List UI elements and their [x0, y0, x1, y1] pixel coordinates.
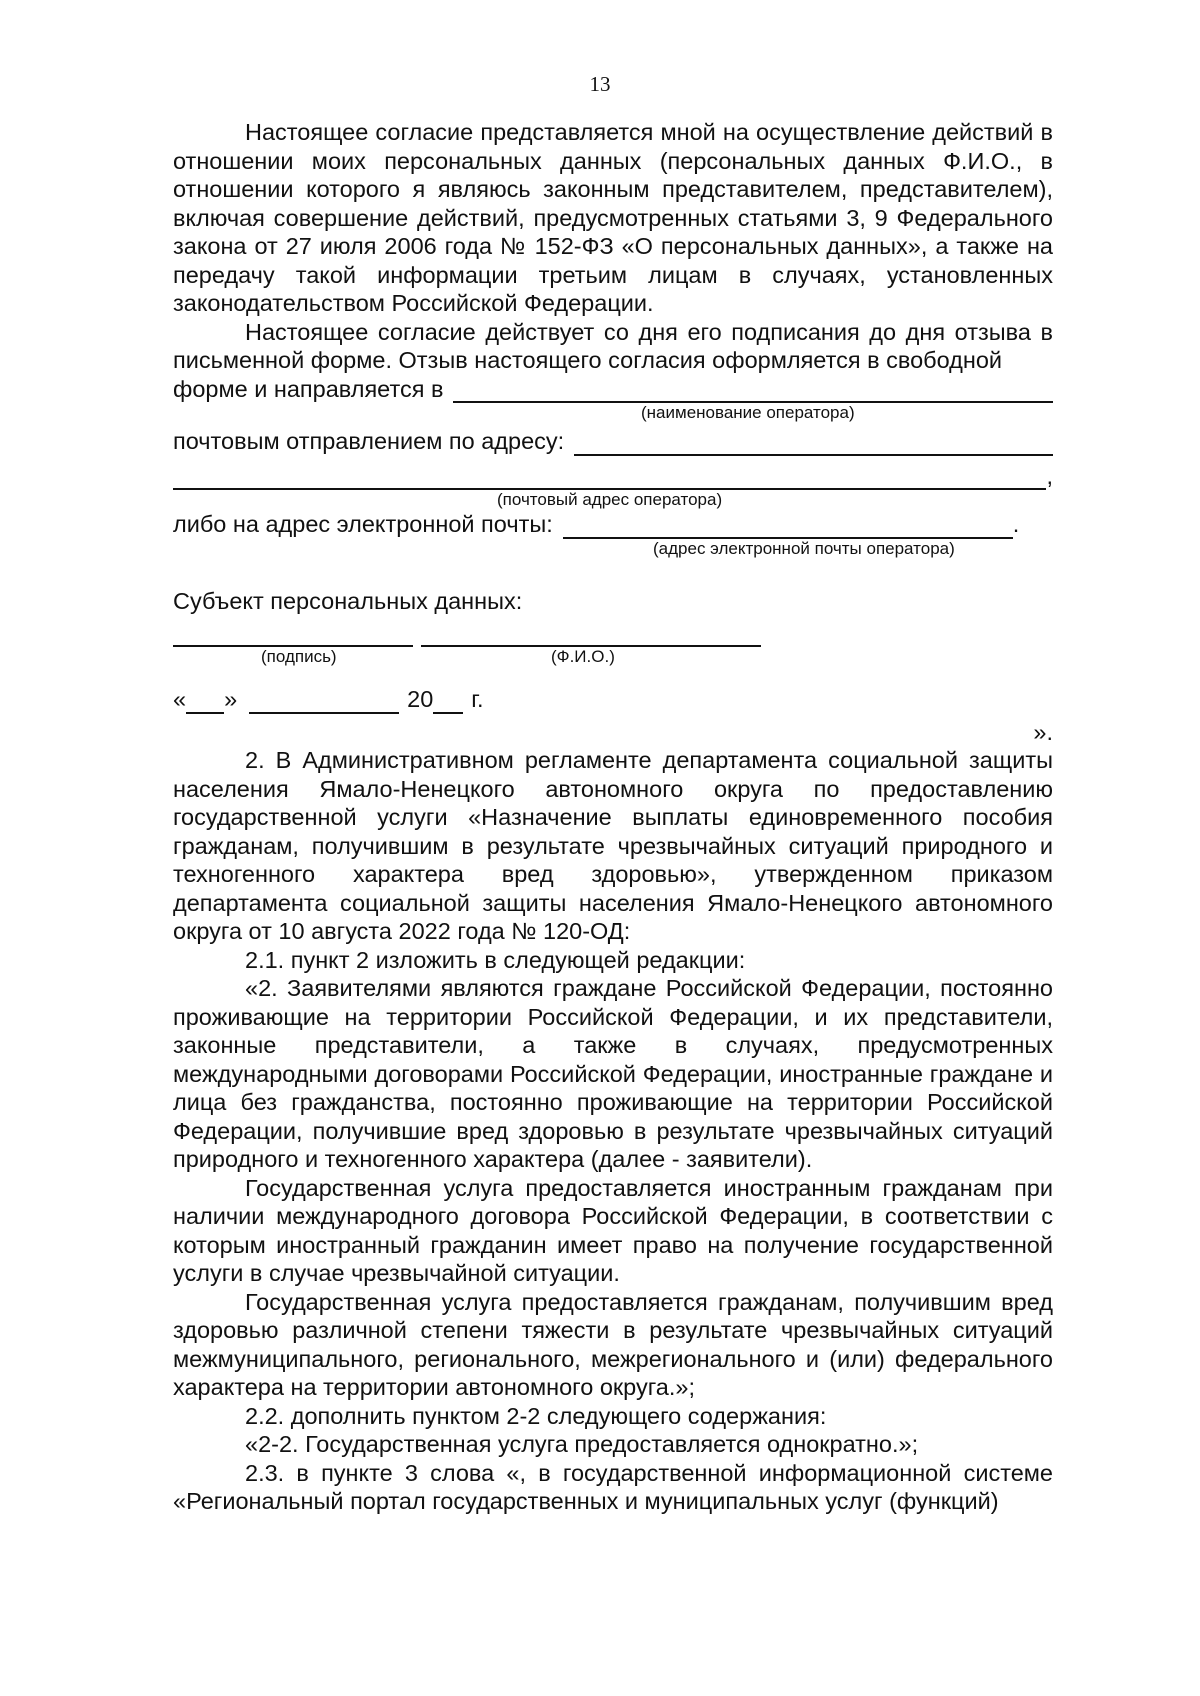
consent-paragraph-2: Настоящее согласие действует со дня его подписания до дня отзыва в письменной форме. Отзыв настоящего согласия оформляется в свободной — [173, 318, 1053, 373]
postal-hint: (почтовый адрес оператора) — [497, 490, 723, 509]
page-number: 13 — [589, 72, 611, 96]
amendment-2-1-text: «2. Заявителями являются граждане Российской Федерации, постоянно проживающие на территории Российской Федерации, и их представители, законные представители, а также в случаях, предусмотренных международными договорами Российской Федерации, иностранные граждане и лица без гражданства, постоянно проживающие на территории Российской Федерации, получившие вред здоровью в результате чрезвычайных ситуаций природного и техногенного характера (далее - заявители). — [173, 975, 1053, 1172]
postal-label: почтовым отправлением по адресу: — [173, 428, 565, 454]
email-row — [173, 510, 1053, 539]
email-hint: (адрес электронной почты оператора) — [653, 538, 955, 558]
date-year-suffix: г. — [471, 686, 484, 712]
amendment-2-1: 2.1. пункт 2 изложить в следующей редакции: — [245, 946, 746, 973]
date-day-blank[interactable] — [186, 690, 224, 714]
operator-row — [173, 375, 1053, 404]
postal-comma: , — [1046, 462, 1053, 489]
signature-hints — [173, 647, 1053, 669]
postal-row — [173, 427, 1053, 456]
consent-paragraph-1: Настоящее согласие представляется мной на осуществление действий в отношении моих персональных данных (персональных данных Ф.И.О., в отношении которого я являюсь законным представителем, представителем), включая совершение действий, предусмотренных статьями 3, 9 Федерального закона от 27 июля 2006 года № 152-ФЗ «О персональных данных», а также на передачу такой информации третьим лицам в случаях, установленных законодательством Российской Федерации. — [173, 119, 1053, 316]
signature-row — [173, 623, 1053, 647]
amendment-2-2-text: «2-2. Государственная услуга предоставляется однократно.»; — [245, 1431, 919, 1457]
postal-address-blank-2[interactable] — [173, 466, 1046, 490]
fio-hint: (Ф.И.О.) — [551, 647, 615, 666]
email-dot: . — [1012, 511, 1020, 537]
date-year-prefix: 20 — [407, 686, 434, 712]
closing-mark: ». — [1033, 718, 1053, 745]
signature-hint: (подпись) — [261, 647, 337, 666]
date-row — [173, 685, 1053, 714]
date-open-quote: « — [173, 686, 187, 712]
amendment-2-2: 2.2. дополнить пунктом 2-2 следующего содержания: — [245, 1402, 827, 1429]
date-month-blank[interactable] — [249, 690, 399, 714]
email-blank[interactable] — [563, 515, 1013, 539]
date-year-blank[interactable] — [433, 690, 463, 714]
email-label: либо на адрес электронной почты: — [173, 511, 553, 537]
date-close-quote: » — [224, 686, 238, 712]
fio-blank[interactable] — [421, 623, 761, 647]
paragraph-harm: Государственная услуга предоставляется гражданам, получившим вред здоровью различной степени тяжести в результате чрезвычайных ситуаций межмуниципального, регионального, межрегионального и (или) федерального характера на территории автономного округа.»; — [173, 1288, 1053, 1400]
postal-row-2 — [173, 462, 1053, 491]
operator-hint: (наименование оператора) — [641, 403, 855, 422]
amendment-2: 2. В Административном регламенте департамента социальной защиты населения Ямало-Ненецкого автономного округа по предоставлению государственной услуги «Назначение выплаты единовременного пособия гражданам, получившим в результате чрезвычайных ситуаций природного и техногенного характера вред здоровью», утвержденном приказом департамента социальной защиты населения Ямало-Ненецкого автономного округа от 10 августа 2022 года № 120-ОД: — [173, 747, 1053, 944]
amendment-2-3: 2.3. в пункте 3 слова «, в государственной информационной системе «Региональный портал государственных и муниципальных услуг (функций) — [173, 1459, 1053, 1514]
operator-name-blank[interactable] — [453, 379, 1053, 403]
document-body — [173, 118, 1053, 1516]
paragraph-foreign-citizens: Государственная услуга предоставляется иностранным гражданам при наличии международного договора Российской Федерации, в соответствии с которым иностранный гражданин имеет право на получение государственной услуги в случае чрезвычайной ситуации. — [173, 1174, 1053, 1286]
postal-address-blank-1[interactable] — [574, 432, 1053, 456]
operator-label: форме и направляется в — [173, 375, 444, 402]
subject-label: Субъект персональных данных: — [173, 587, 523, 614]
signature-blank[interactable] — [173, 623, 413, 647]
